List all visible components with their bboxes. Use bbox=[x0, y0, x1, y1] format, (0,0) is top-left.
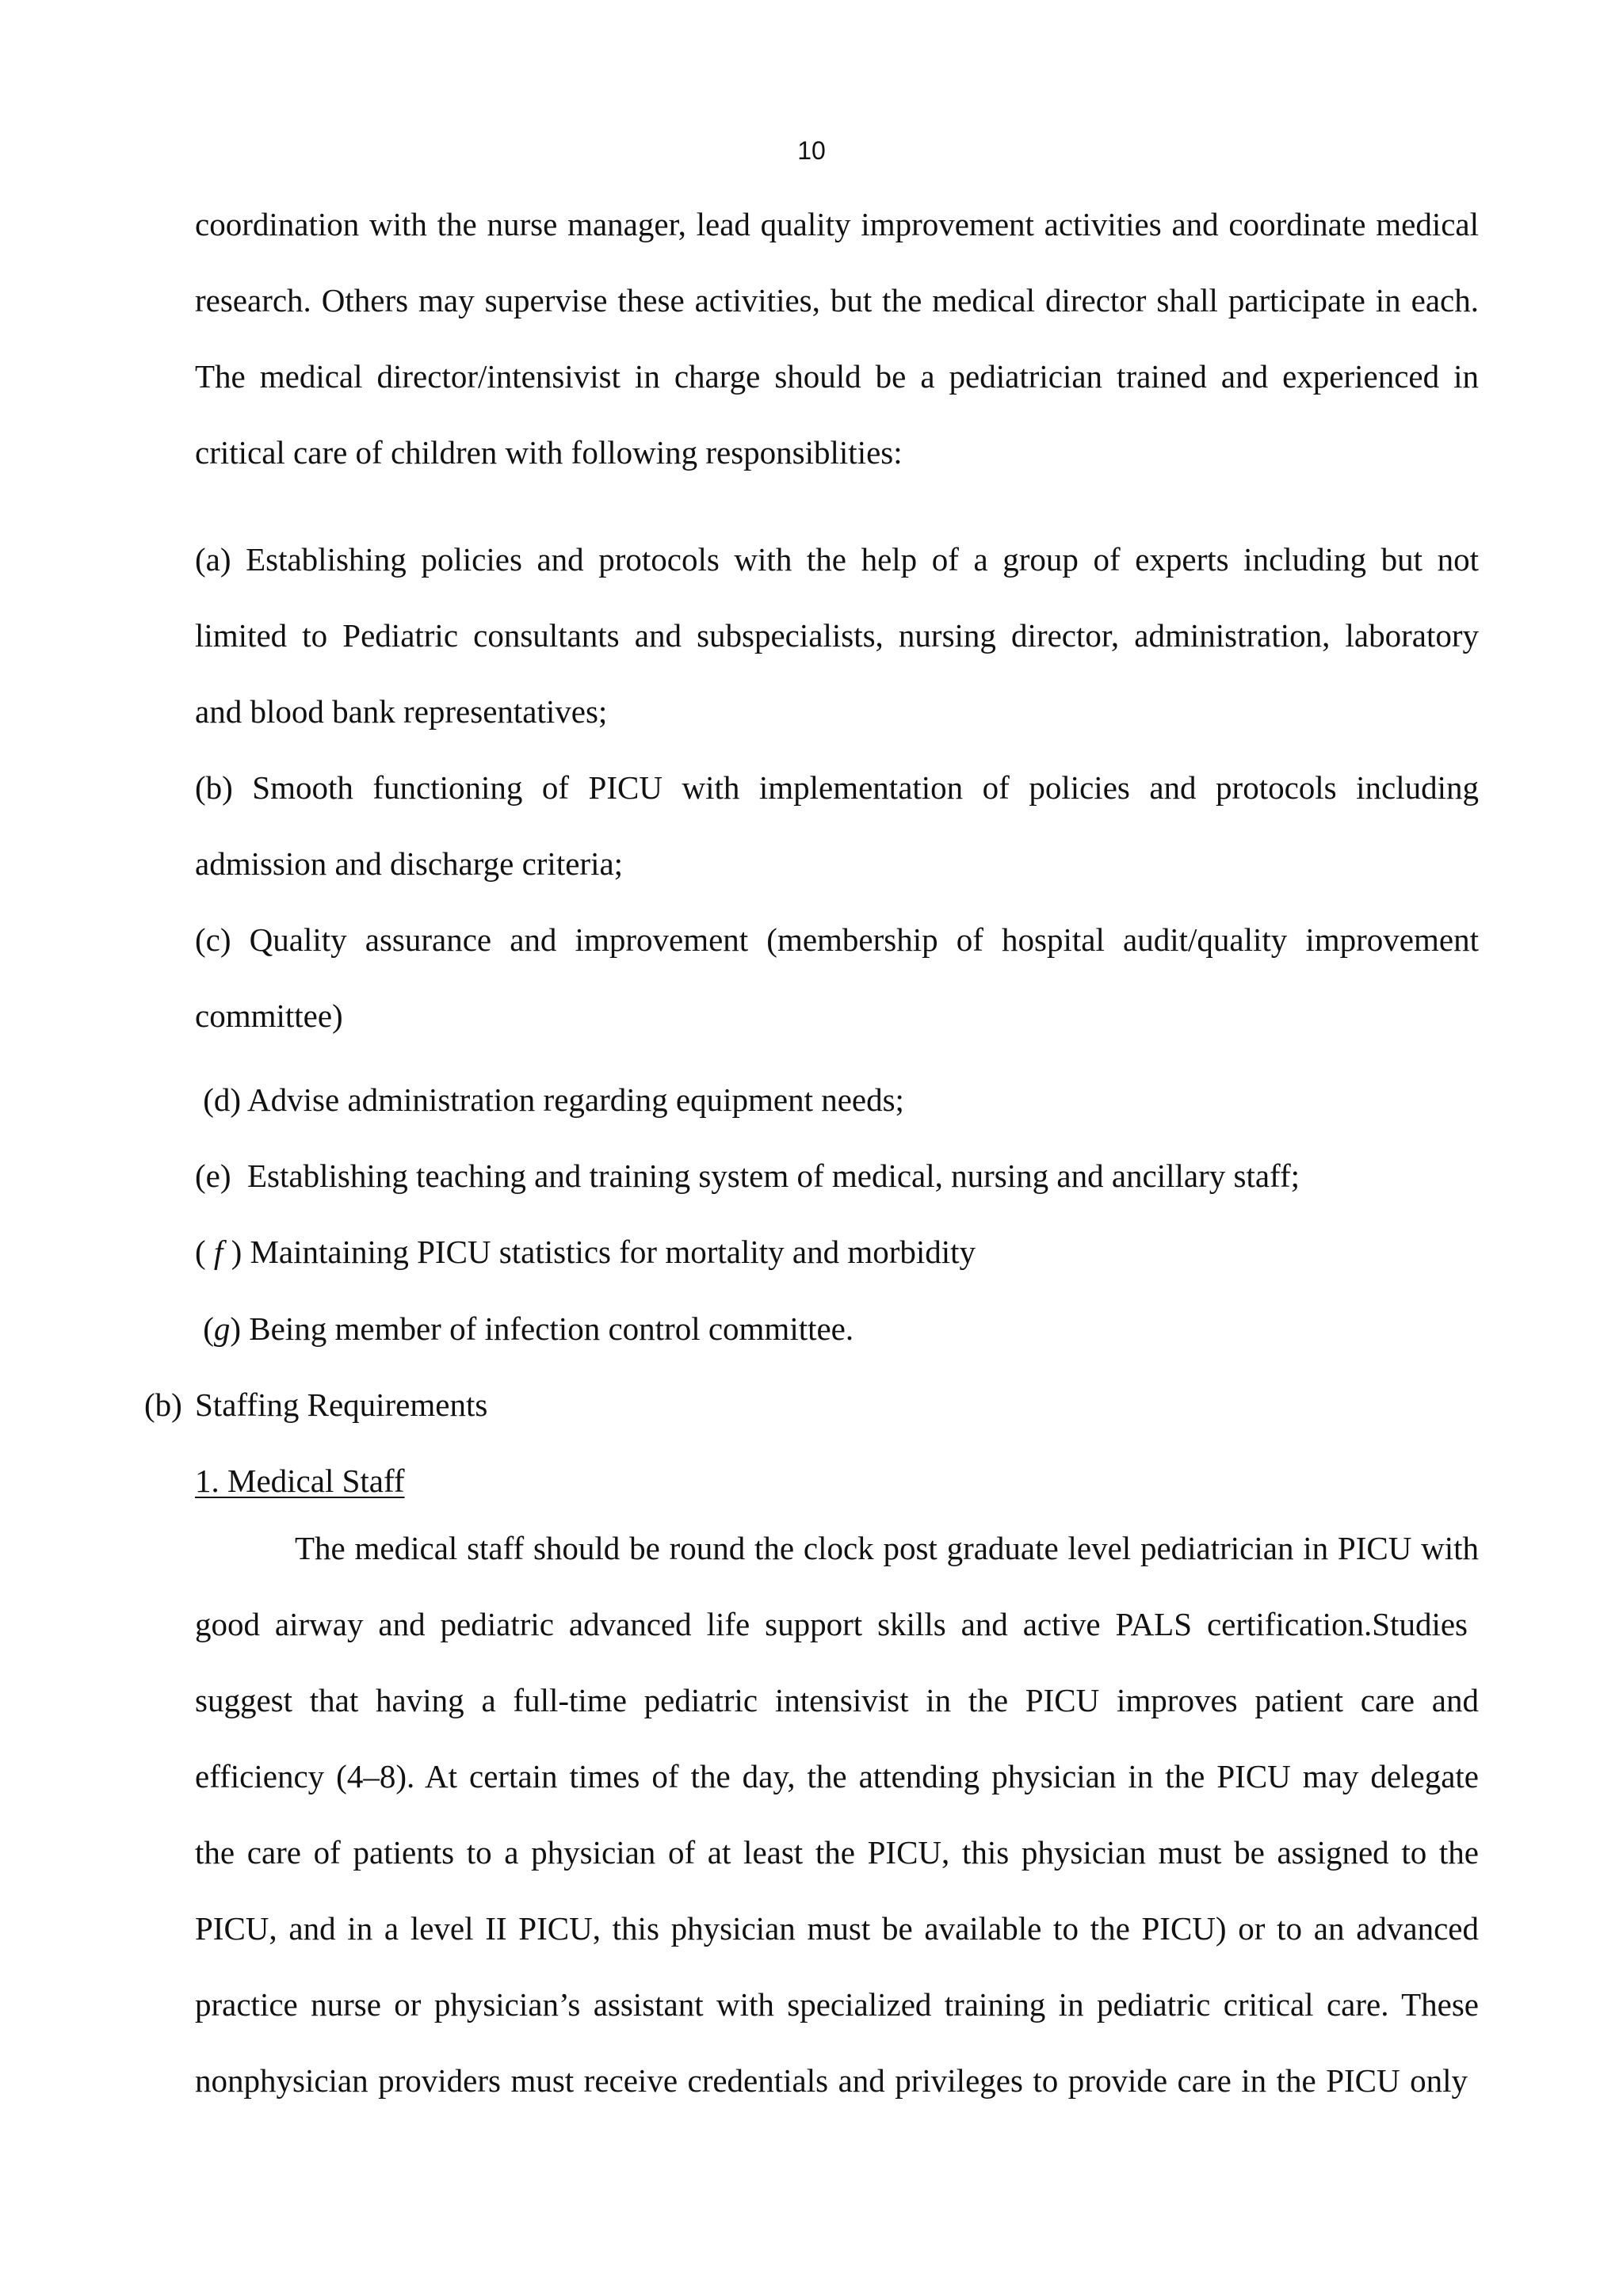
responsibility-g bbox=[195, 1309, 1479, 1348]
intro-line-2: research. Others may supervise these activities, but the medical director shall participate in each. bbox=[195, 282, 1479, 318]
intro-line-4: critical care of children with following responsiblities: bbox=[195, 434, 903, 471]
intro-line-1: coordination with the nurse manager, lead quality improvement activities and coordinate medical bbox=[195, 206, 1479, 242]
medical-staff-line-5: the care of patients to a physician of at least the PICU, this physician must be assigned to the bbox=[195, 1834, 1479, 1871]
responsibility-c-line-2: committee) bbox=[195, 997, 343, 1034]
responsibility-f-open: ( bbox=[195, 1234, 214, 1270]
responsibility-d: (d) Advise administration regarding equipment needs; bbox=[195, 1081, 904, 1118]
responsibility-a-line-3: and blood bank representatives; bbox=[195, 693, 608, 730]
staffing-section-label: (b) bbox=[144, 1386, 182, 1423]
responsibility-a-line-1: (a) Establishing policies and protocols with the help of a group of experts including but not bbox=[195, 541, 1479, 578]
medical-staff-line-1: The medical staff should be round the clock post graduate level pediatrician in PICU with bbox=[295, 1530, 1479, 1566]
medical-staff-line-6: PICU, and in a level II PICU, this physician must be available to the PICU) or to an advanced bbox=[195, 1910, 1479, 1947]
staffing-section-title: Staffing Requirements bbox=[195, 1386, 488, 1423]
responsibility-f-text: ) Maintaining PICU statistics for mortality and morbidity bbox=[223, 1234, 976, 1270]
medical-staff-line-7: practice nurse or physician’s assistant with specialized training in pediatric critical care. These bbox=[195, 1986, 1479, 2023]
responsibility-a-line-2: limited to Pediatric consultants and subspecialists, nursing director, administration, laboratory bbox=[195, 617, 1479, 654]
staffing-section-heading bbox=[144, 1385, 487, 1425]
responsibility-g-text: ) Being member of infection control committee. bbox=[230, 1310, 854, 1347]
page-number: 10 bbox=[797, 136, 826, 165]
intro-line-3: The medical director/intensivist in charge should be a pediatrician trained and experienced in bbox=[195, 358, 1479, 395]
responsibility-f bbox=[195, 1232, 1479, 1272]
responsibility-b-line-1: (b) Smooth functioning of PICU with implementation of policies and protocols including bbox=[195, 769, 1479, 806]
medical-staff-line-4: efficiency (4–8). At certain times of the day, the attending physician in the PICU may delegate bbox=[195, 1758, 1479, 1794]
medical-staff-line-3: suggest that having a full-time pediatric intensivist in the PICU improves patient care and bbox=[195, 1682, 1479, 1718]
responsibility-g-letter: g bbox=[213, 1310, 231, 1347]
responsibility-c-line-1: (c) Quality assurance and improvement (membership of hospital audit/quality improvement bbox=[195, 921, 1479, 958]
medical-staff-line-2: good airway and pediatric advanced life support skills and active PALS certification.Studies bbox=[195, 1606, 1468, 1642]
responsibility-e: (e) Establishing teaching and training system of medical, nursing and ancillary staff; bbox=[195, 1158, 1300, 1194]
medical-staff-line-8: nonphysician providers must receive credentials and privileges to provide care in the PICU only bbox=[195, 2062, 1468, 2099]
medical-staff-heading: 1. Medical Staff bbox=[195, 1463, 405, 1499]
responsibility-g-open: ( bbox=[195, 1310, 214, 1347]
responsibility-b-line-2: admission and discharge criteria; bbox=[195, 845, 624, 882]
responsibility-f-letter: f bbox=[213, 1234, 223, 1270]
